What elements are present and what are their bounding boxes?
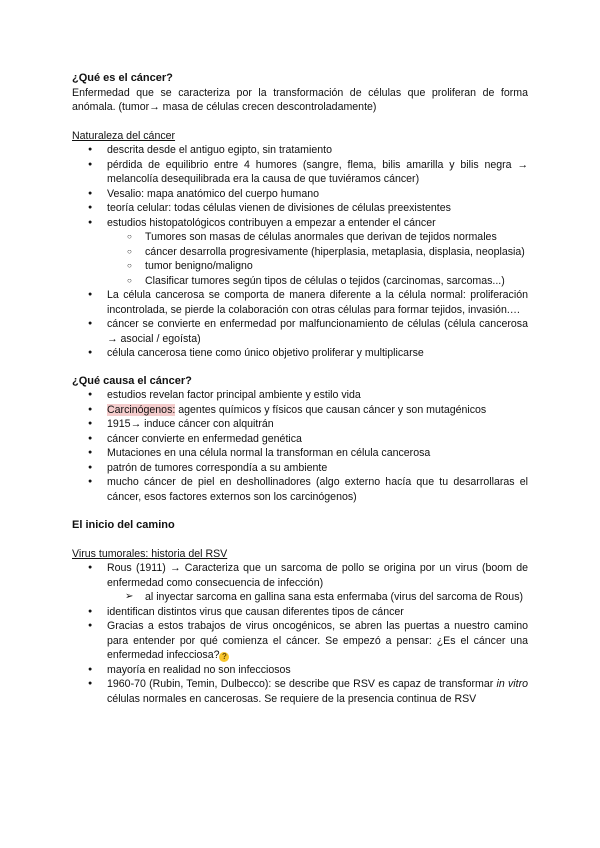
list-item: ● cáncer convierte en enfermedad genética — [72, 432, 528, 447]
subtitle-naturaleza: Naturaleza del cáncer — [72, 129, 176, 142]
list-item-highlighted — [72, 403, 528, 418]
sublist-item: ○ tumor benigno/maligno — [72, 259, 528, 274]
list-item-text: estudios histopatológicos contribuyen a empezar a entender el cáncer — [107, 216, 436, 229]
list-item: ● teoría celular: todas células vienen de divisiones de células preexistentes — [72, 201, 528, 216]
list-item-text: Rous (1911) → Caracteriza que un sarcoma de pollo se origina por un virus (boom de enfermedad como consecuencia de infección) — [107, 562, 528, 589]
list-item: ● cáncer se convierte en enfermedad por malfuncionamiento de células (célula cancerosa → asocial / egoísta) — [72, 317, 528, 346]
histopatologia-sublist — [107, 230, 528, 288]
list-item: ● célula cancerosa tiene como único objetivo proliferar y multiplicarse — [72, 346, 528, 361]
list-item: ● La célula cancerosa se comporta de manera diferente a la célula normal: proliferación incontrolada, se pierde la colaboración con otras células para formar tejidos, invasión.… — [72, 288, 528, 317]
naturaleza-list — [72, 143, 528, 361]
sublist-item: ○ Tumores son masas de células anormales que derivan de tejidos normales — [72, 230, 528, 245]
document-content — [72, 71, 528, 706]
list-item-text: Gracias a estos trabajos de virus oncogénicos, se abren las puertas a nuestro camino para entender por qué comienza el cáncer. Se empezó a pensar: ¿Es el cáncer una enfermedad infecciosa? — [107, 620, 528, 661]
rous-sublist — [107, 590, 528, 605]
virus-list — [72, 561, 528, 706]
list-item — [72, 677, 528, 706]
list-item-with-subitems — [72, 561, 528, 605]
list-item: ● identifican distintos virus que causan diferentes tipos de cáncer — [72, 605, 528, 620]
list-item: ● descrita desde el antiguo egipto, sin tratamiento — [72, 143, 528, 158]
list-item-text: células normales en cancerosas. Se requiere de la presencia continua de RSV — [107, 692, 477, 705]
list-item: ● Vesalio: mapa anatómico del cuerpo humano — [72, 187, 528, 202]
arrow-sublist-item: ➢ al inyectar sarcoma en gallina sana esta enfermaba (virus del sarcoma de Rous) — [72, 590, 528, 605]
list-item: ● pérdida de equilibrio entre 4 humores (sangre, flema, bilis amarilla y bilis negra → melancolía desequilibrada era la causa de que tuviéramos cáncer) — [72, 158, 528, 187]
list-item: ● mucho cáncer de piel en deshollinadores (algo externo hacía que tu desarrollaras el cáncer, esos factores externos son los carcinógenos) — [72, 475, 528, 504]
intro-paragraph: Enfermedad que se caracteriza por la transformación de células que proliferan de forma anómala. (tumor→ masa de células crecen descontroladamente) — [72, 86, 528, 113]
list-item-with-subitems — [72, 216, 528, 289]
sublist-item: ○ cáncer desarrolla progresivamente (hiperplasia, metaplasia, displasia, neoplasia) — [72, 245, 528, 260]
section-title-inicio: El inicio del camino — [72, 519, 175, 531]
subtitle-virus: Virus tumorales: historia del RSV — [72, 547, 228, 560]
section-title-que-es: ¿Qué es el cáncer? — [72, 72, 173, 84]
sublist-item: ○ Clasificar tumores según tipos de células o tejidos (carcinomas, sarcomas...) — [72, 274, 528, 289]
list-item — [72, 619, 528, 663]
highlight-carcinogenos: Carcinógenos: — [107, 403, 176, 416]
list-item-text: 1960-70 (Rubin, Temin, Dulbecco): se describe que RSV es capaz de transformar — [107, 678, 497, 690]
italic-in-vitro: in vitro — [496, 678, 528, 690]
list-item: ● estudios revelan factor principal ambiente y estilo vida — [72, 388, 528, 403]
causa-list — [72, 388, 528, 504]
list-item: ● 1915→ induce cáncer con alquitrán — [72, 417, 528, 432]
list-item: ● Mutaciones en una célula normal la transforman en célula cancerosa — [72, 446, 528, 461]
section-title-causa: ¿Qué causa el cáncer? — [72, 374, 192, 387]
list-item: ● mayoría en realidad no son infecciosos — [72, 663, 528, 678]
list-item-text: agentes químicos y físicos que causan cáncer y son mutagénicos — [175, 403, 487, 416]
list-item: ● patrón de tumores correspondía a su ambiente — [72, 461, 528, 476]
thinking-face-icon: ? — [219, 652, 229, 662]
